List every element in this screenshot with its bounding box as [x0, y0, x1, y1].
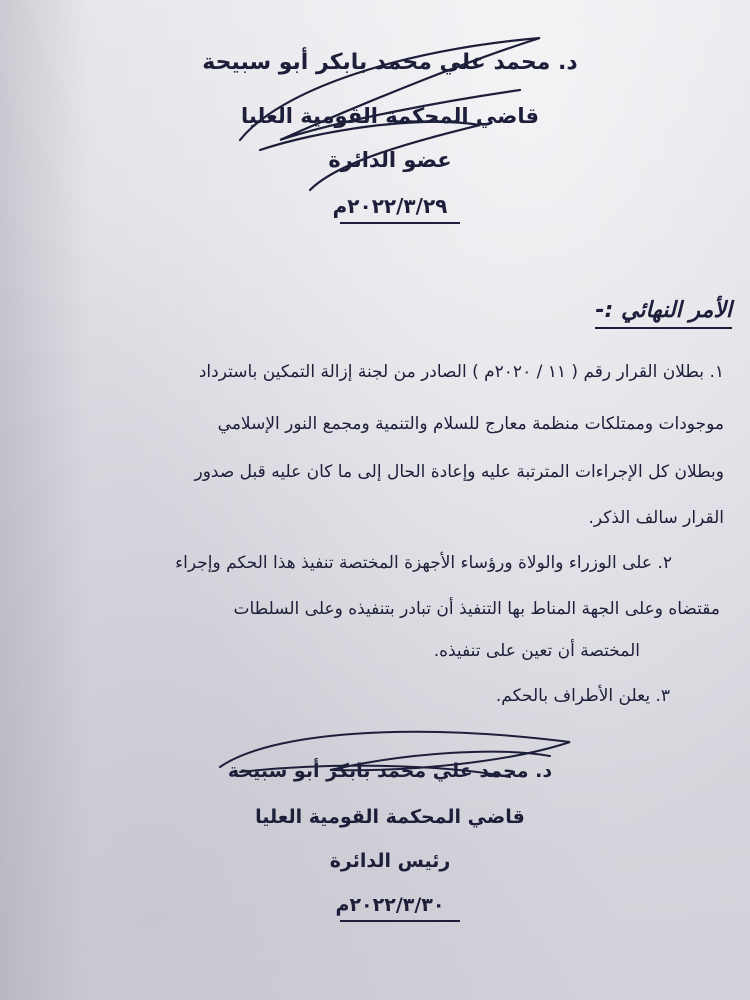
order-item-3-number: ٣. [655, 686, 670, 706]
order-item-1-number: ١. [709, 362, 724, 382]
order-item-2-line-3: المختصة أن تعين على تنفيذه. [433, 641, 640, 661]
judge-title-bottom: قاضي المحكمة القومية العليا [255, 806, 525, 828]
order-item-2-number: ٢. [657, 553, 672, 573]
final-order-heading: الأمر النهائي :- [595, 298, 732, 329]
order-item-2-line-2: مقتضاه وعلى الجهة المناط بها التنفيذ أن تبادر بتنفيذه وعلى السلطات [233, 599, 720, 619]
order-item-1-line-2: موجودات وممتلكات منظمة معارج للسلام والتنمية ومجمع النور الإسلامي [217, 414, 724, 434]
judge-name-top: د. محمد علي محمد بابكر أبو سبيحة [202, 50, 578, 75]
order-item-1-line-3: وبطلان كل الإجراءات المترتبة عليه وإعادة الحال إلى ما كان عليه قبل صدور [194, 462, 724, 482]
order-item-1-line-1: ١. بطلان القرار رقم ( ١١ / ٢٠٢٠م ) الصادر من لجنة إزالة التمكين باسترداد [198, 362, 724, 382]
panel-role-bottom: رئيس الدائرة [329, 850, 451, 872]
order-item-2-line-1: ٢. على الوزراء والولاة ورؤساء الأجهزة المختصة تنفيذ هذا الحكم وإجراء [175, 553, 672, 573]
page-shadow [0, 0, 90, 1000]
judge-title-top: قاضي المحكمة القومية العليا [240, 104, 540, 128]
date-underline-bottom [340, 920, 460, 922]
signature-date-top: ٢٠٢٢/٣/٢٩م [332, 194, 448, 218]
judge-name-bottom: د. محمد علي محمد بابكر أبو سبيحة [227, 760, 553, 782]
date-underline-top [340, 222, 460, 224]
signature-date-bottom: ٢٠٢٢/٣/٣٠م [335, 894, 445, 916]
order-item-1-line-4: القرار سالف الذكر. [588, 508, 724, 528]
panel-role-top: عضو الدائرة [328, 148, 452, 172]
order-item-3-line-1: ٣. يعلن الأطراف بالحكم. [495, 686, 670, 706]
